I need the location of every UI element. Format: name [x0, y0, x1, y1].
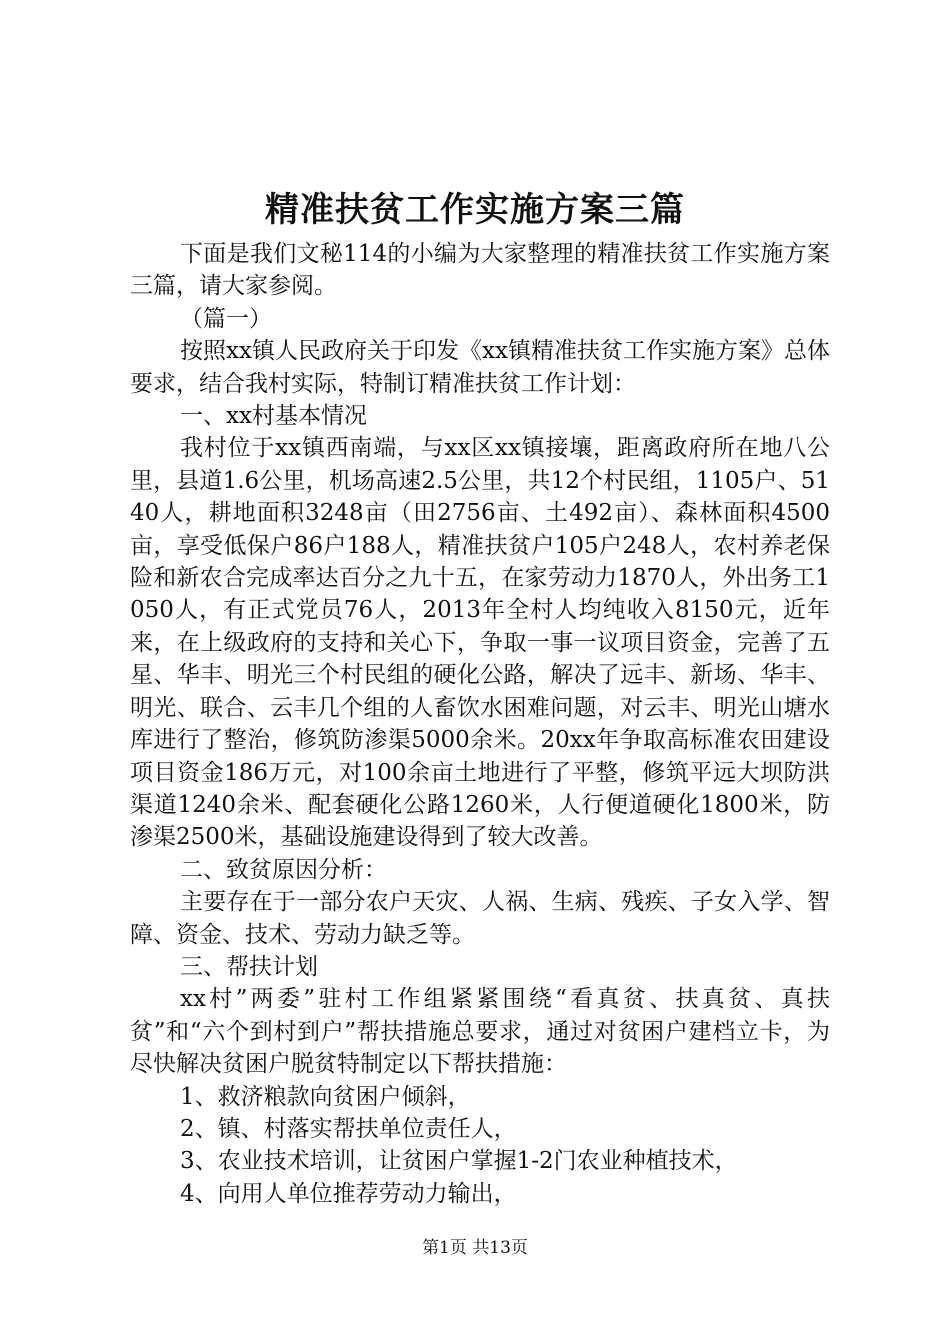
heading-basic-situation: 一、xx村基本情况: [180, 403, 367, 430]
document-title: 精准扶贫工作实施方案三篇: [265, 190, 685, 230]
section-label-part-one: （篇一）: [180, 305, 272, 332]
page-number-footer: 第1页 共13页: [422, 1238, 528, 1258]
list-item: 1、救济粮款向贫困户倾斜，: [180, 1083, 471, 1110]
list-item: 3、农业技术培训，让贫困户掌握1-2门农业种植技术，: [180, 1148, 738, 1175]
heading-assistance-plan: 三、帮扶计划: [180, 953, 318, 980]
heading-poverty-causes: 二、致贫原因分析：: [180, 856, 387, 883]
intro-paragraph: 下面是我们文秘114的小编为大家整理的精准扶贫工作实施方案三篇，请大家参阅。: [130, 241, 830, 300]
opening-paragraph: 按照xx镇人民政府关于印发《xx镇精准扶贫工作实施方案》总体要求，结合我村实际，特制订精准扶贫工作计划：: [130, 338, 830, 397]
assistance-plan-paragraph: xx村”两委”驻村工作组紧紧围绕“看真贫、扶真贫、真扶贫”和“六个到村到户”帮扶措施总要求，通过对贫困户建档立卡，为尽快解决贫困户脱贫特制定以下帮扶措施：: [130, 986, 830, 1078]
list-item: 4、向用人单位推荐劳动力输出，: [180, 1180, 517, 1207]
poverty-causes-paragraph: 主要存在于一部分农户天灾、人祸、生病、残疾、子女入学、智障、资金、技术、劳动力缺乏等。: [130, 889, 830, 948]
basic-situation-paragraph: 我村位于xx镇西南端，与xx区xx镇接壤，距离政府所在地八公里，县道1.6公里，机场高速2.5公里，共12个村民组，1105户、5140人，耕地面积3248亩（田2756亩、土492亩）、森林面积4500亩，享受低保户86户188人，精准扶贫户105户248人，农村养老保险和新农合完成率达百分之九十五，在家劳动力1870人，外出务工1050人，有正式党员76人，2013年全村人均纯收入8150元，近年来，在上级政府的支持和关心下，争取一事一议项目资金，完善了五星、华丰、明光三个村民组的硬化公路，解决了远丰、新场、华丰、明光、联合、云丰几个组的人畜饮水困难问题，对云丰、明光山塘水库进行了整治，修筑防渗渠5000余米。20xx年争取高标准农田建设项目资金186万元，对100余亩土地进行了平整，修筑平远大坝防洪渠道1240余米、配套硬化公路1260米，人行便道硬化1800米，防渗渠2500米，基础设施建设得到了较大改善。: [130, 435, 830, 851]
list-item: 2、镇、村落实帮扶单位责任人，: [180, 1115, 517, 1142]
document-body: [130, 238, 830, 1210]
